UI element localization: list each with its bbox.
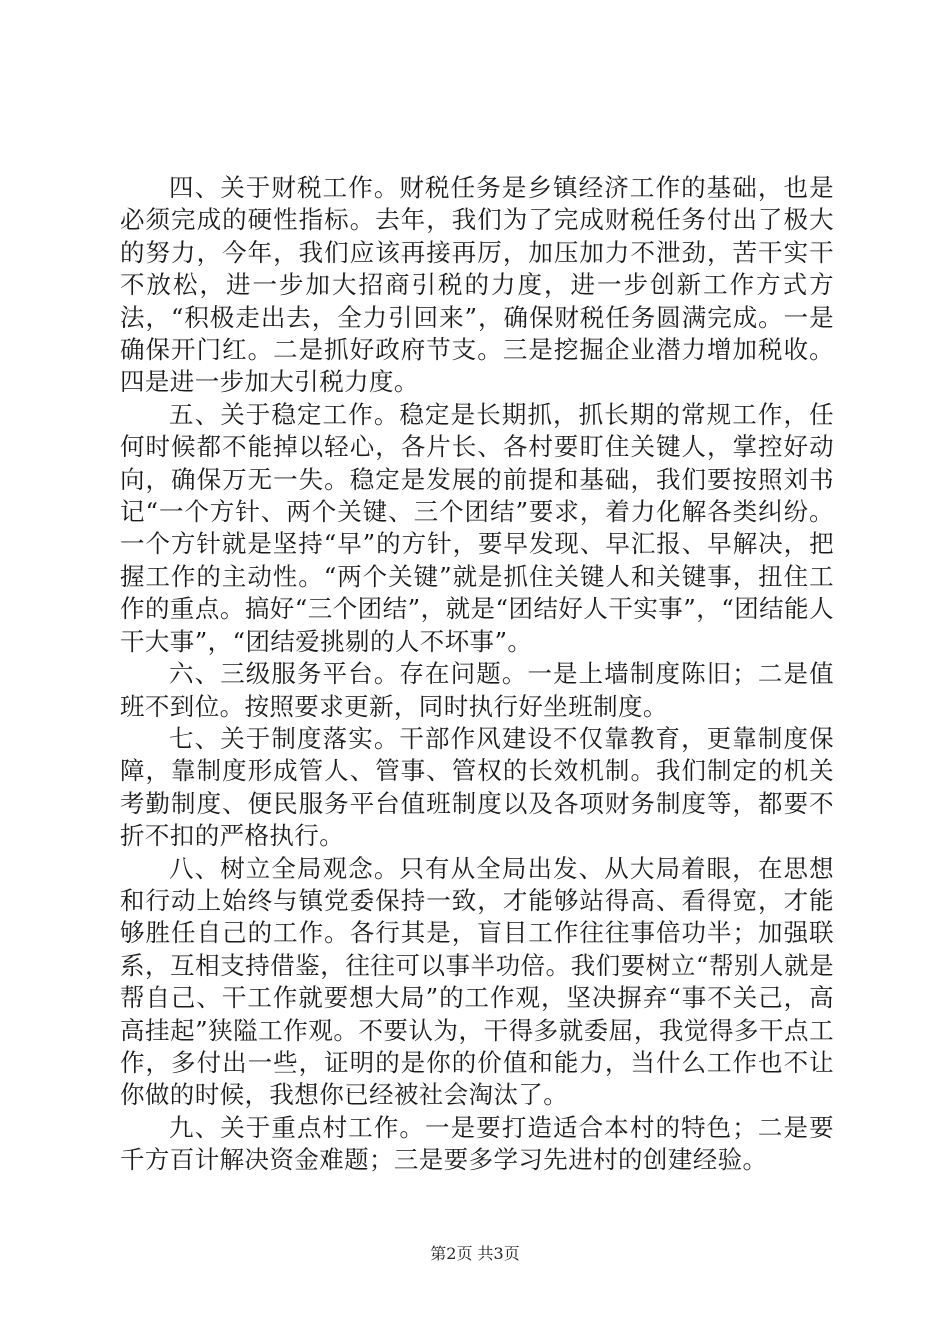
paragraph-key-villages: 九、关于重点村工作。一是要打造适合本村的特色；二是要千方百计解决资金难题；三是要多学习先进村的创建经验。 <box>120 1112 834 1175</box>
paragraph-service-platform: 六、三级服务平台。存在问题。一是上墙制度陈旧；二是值班不到位。按照要求更新，同时执行好坐班制度。 <box>120 659 834 721</box>
paragraph-system-implementation: 七、关于制度落实。干部作风建设不仅靠教育，更靠制度保障，靠制度形成管人、管事、管权的长效机制。我们制定的机关考勤制度、便民服务平台值班制度以及各项财务制度等，都要不折不扣的严格执行。 <box>120 723 834 851</box>
paragraph-stability: 五、关于稳定工作。稳定是长期抓，抓长期的常规工作，任何时候都不能掉以轻心，各片长、各村要盯住关键人，掌控好动向，确保万无一失。稳定是发展的前提和基础，我们要按照刘书记“一个方针、两个关键、三个团结”要求，着力化解各类纠纷。一个方针就是坚持“早”的方针，要早发现、早汇报、早解决，把握工作的主动性。“两个关键”就是抓住关键人和关键事，扭住工作的重点。搞好“三个团结”，就是“团结好人干实事”，“团结能人干大事”，“团结爱挑剔的人不坏事”。 <box>120 399 834 656</box>
document-body <box>120 172 834 1177</box>
paragraph-finance-tax: 四、关于财税工作。财税任务是乡镇经济工作的基础，也是必须完成的硬性指标。去年，我们为了完成财税任务付出了极大的努力，今年，我们应该再接再厉，加压加力不泄劲，苦干实干不放松，进一步加大招商引税的力度，进一步创新工作方式方法，“积极走出去，全力引回来”，确保财税任务圆满完成。一是确保开门红。二是抓好政府节支。三是挖掘企业潜力增加税收。四是进一步加大引税力度。 <box>120 173 834 397</box>
page-number-footer: 第2页 共3页 <box>430 1244 520 1263</box>
paragraph-overall-view: 八、树立全局观念。只有从全局出发、从大局着眼，在思想和行动上始终与镇党委保持一致，才能够站得高、看得宽，才能够胜任自己的工作。各行其是，盲目工作往往事倍功半；加强联系，互相支持借鉴，往往可以事半功倍。我们要树立“帮别人就是帮自己、干工作就要想大局”的工作观，坚决摒弃“事不关己，高高挂起”狭隘工作观。不要认为，干得多就委屈，我觉得多干点工作，多付出一些，证明的是你的价值和能力，当什么工作也不让你做的时候，我想你已经被社会淘汰了。 <box>120 853 834 1110</box>
